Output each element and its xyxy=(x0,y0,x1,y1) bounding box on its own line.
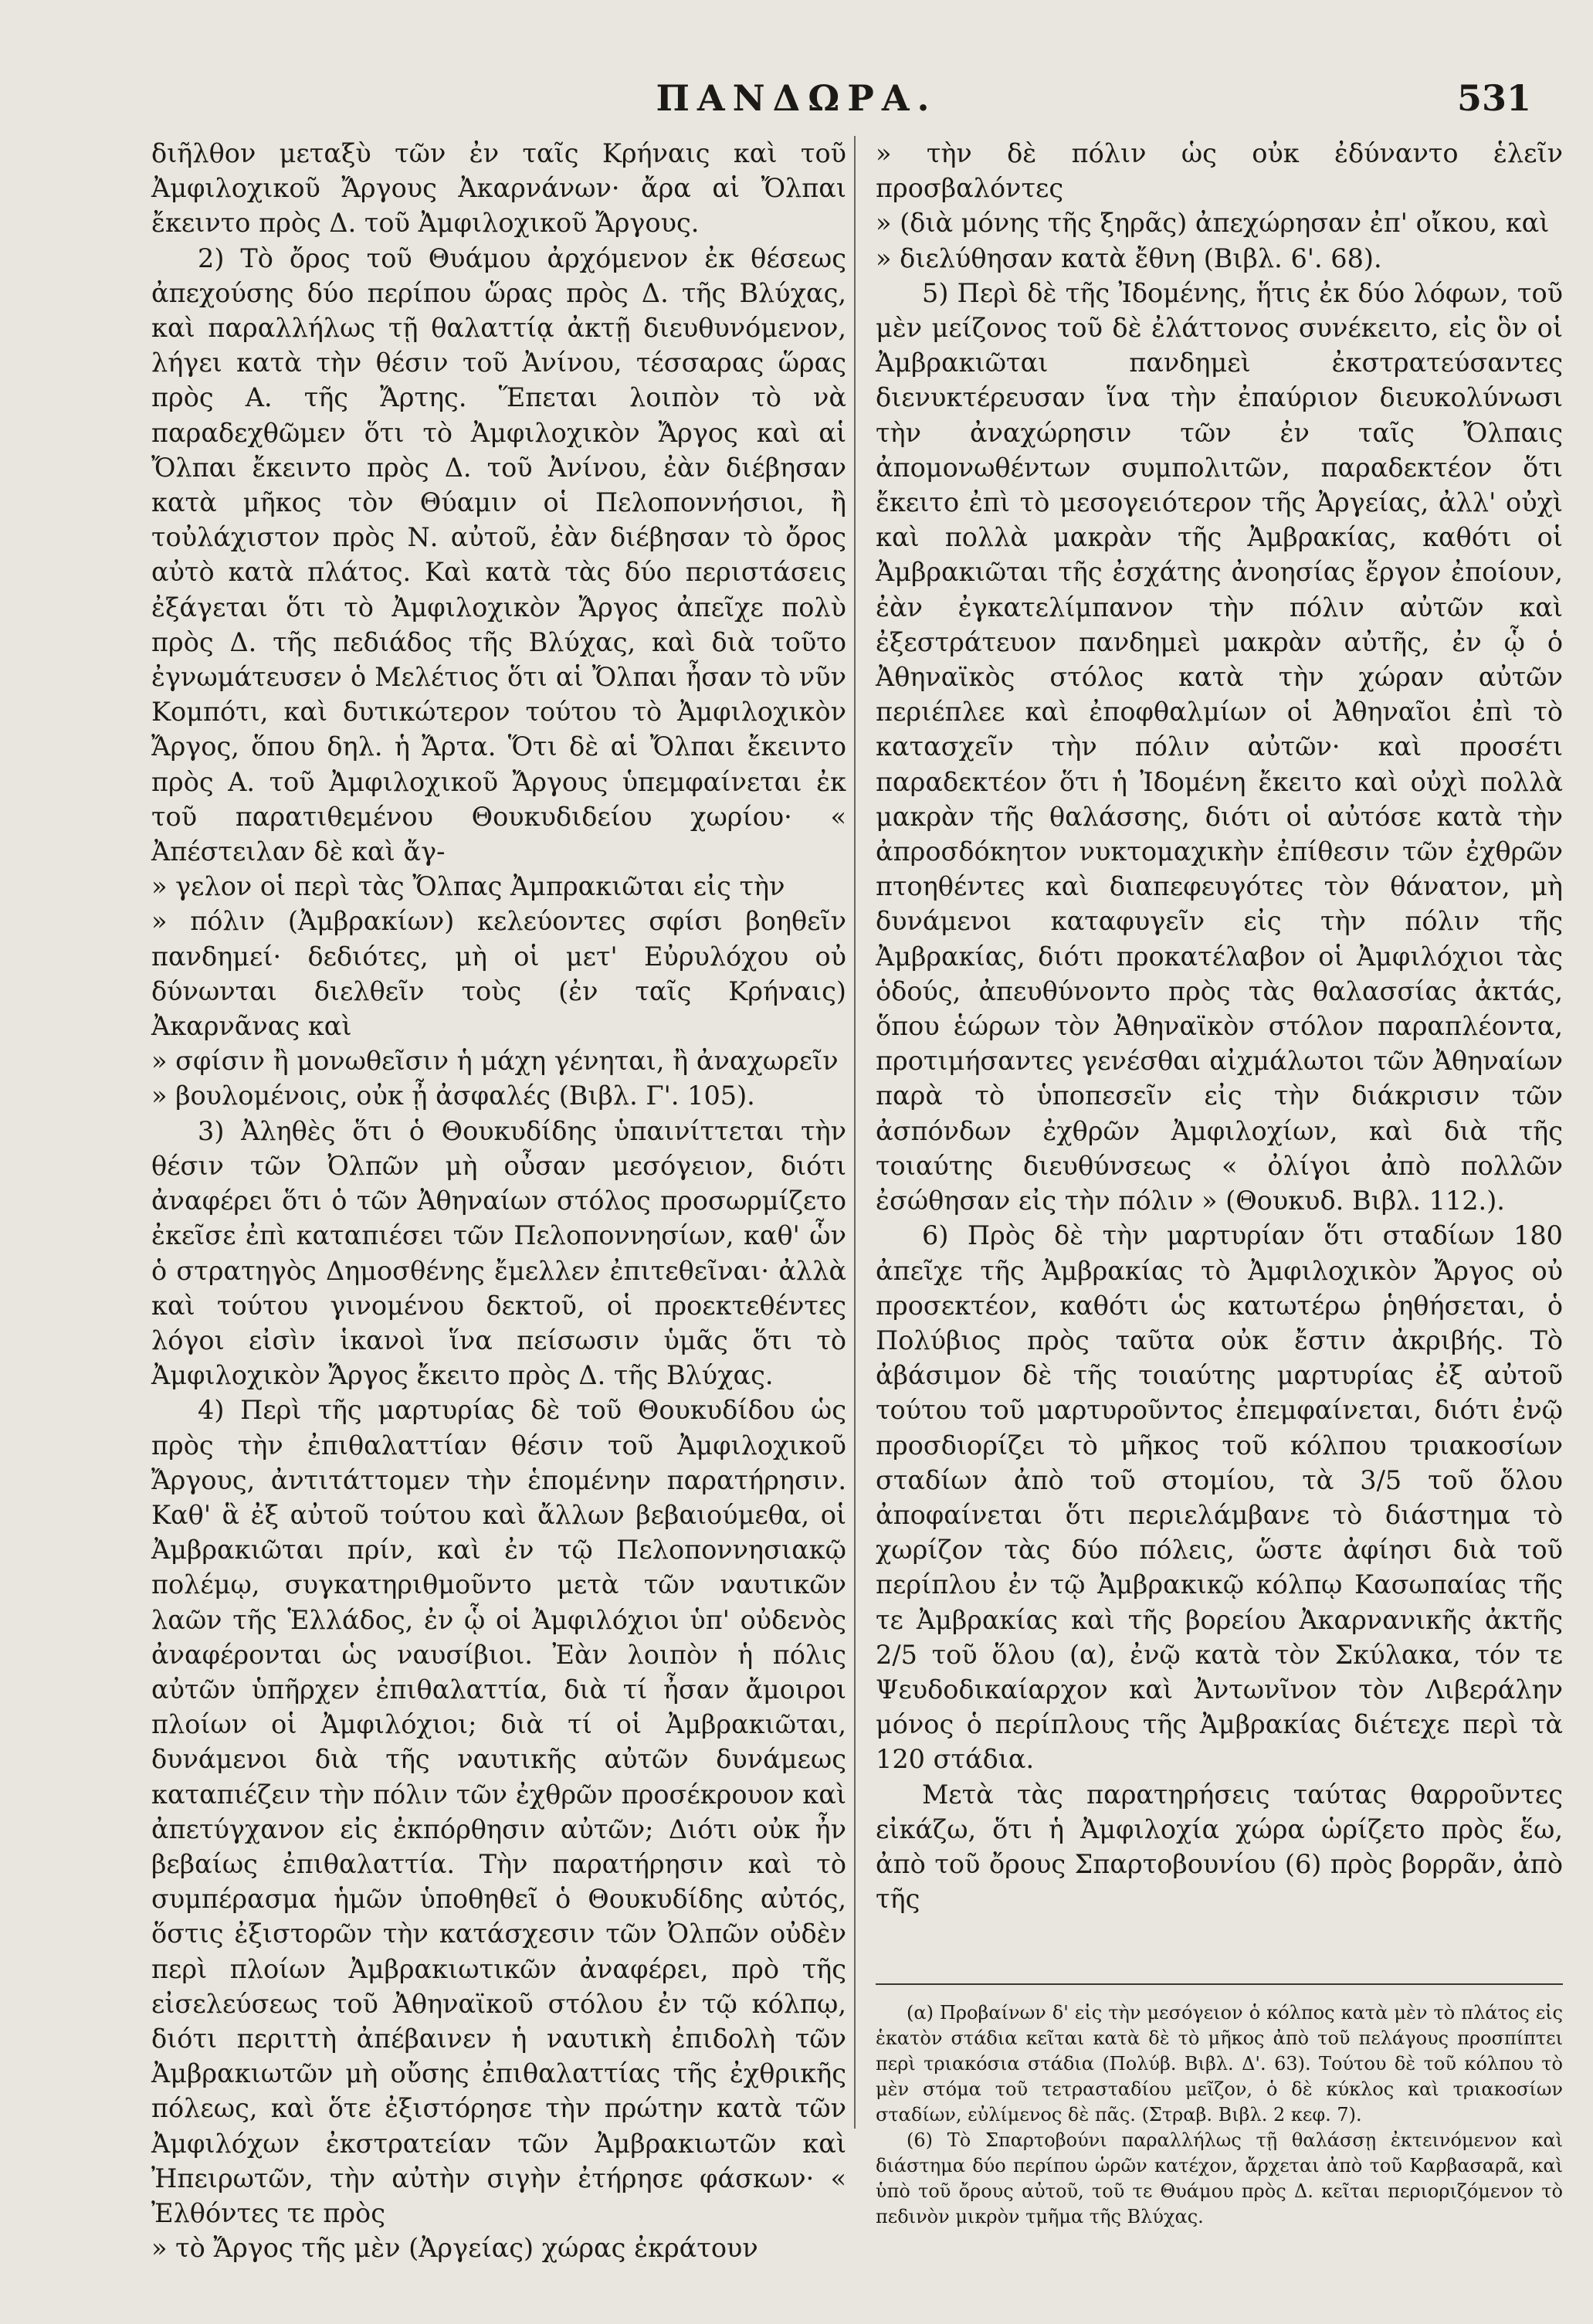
journal-title: ΠΑΝΔΩΡΑ. xyxy=(656,77,937,119)
paragraph: 6) Πρὸς δὲ τὴν μαρτυρίαν ὅτι σταδίων 180 ἀπεῖχε τῆς Ἀμβρακίας τὸ Ἀμφιλοχικὸν Ἄργος οὐ προσεκτέον, καθότι ὡς κατωτέρω ῥηθήσεται, ὁ Πολύβιος πρὸς ταῦτα οὐκ ἔστιν ἀκριβής. Τὸ ἀβάσιμον δὲ τῆς τοιαύτης μαρτυρίας ἐξ αὐτοῦ τούτου τοῦ μαρτυροῦντος ἐπεμφαίνεται, διότι ἐνῷ προσδιορίζει τὸ μῆκος τοῦ κόλπου τριακοσίων σταδίων ἀπὸ τοῦ στομίου, τὰ 3/5 τοῦ ὅλου ἀποφαίνεται ὅτι περιελάμβανε τὸ διάστημα τὸ χωρίζον τὰς δύο πόλεις, ὥστε ἀφίησι διὰ τοῦ περίπλου ἐν τῷ Ἀμβρακικῷ κόλπῳ Κασωπαίας τῆς τε Ἀμβρακίας καὶ τῆς βορείου Ἀκαρνανικῆς ἀκτῆς 2/5 τοῦ ὅλου (α), ἐνῷ κατὰ τὸν Σκύλακα, τόν τε Ψευδοδικαίαρχον καὶ Ἀντωνῖνον τὸν Λιβεράλην μόνος ὁ περίπλους τῆς Ἀμβρακίας διέτεχε περὶ τὰ 120 στάδια. xyxy=(876,1220,1563,1775)
paragraph: 2) Τὸ ὄρος τοῦ Θυάμου ἀρχόμενον ἐκ θέσεως ἀπεχούσης δύο περίπου ὥρας πρὸς Δ. τῆς Βλύχας, καὶ παραλλήλως τῇ θαλαττίᾳ ἀκτῇ διευθυνόμενον, λήγει κατὰ τὴν θέσιν τοῦ Ἀνίνου, τέσσαρας ὥρας πρὸς Α. τῆς Ἄρτης. Ἕπεται λοιπὸν τὸ νὰ παραδεχθῶμεν ὅτι τὸ Ἀμφιλοχικὸν Ἄργος καὶ αἱ Ὄλπαι ἔκειντο πρὸς Δ. τοῦ Ἀνίνου, ἐὰν διέβησαν κατὰ μῆκος τὸν Θύαμιν οἱ Πελοποννήσιοι, ἢ τοὐλάχιστον πρὸς Ν. αὐτοῦ, ἐὰν διέβησαν τὸ ὄρος αὐτὸ κατὰ πλάτος. Καὶ κατὰ τὰς δύο περιστάσεις ἐξάγεται ὅτι τὸ Ἀμφιλοχικὸν Ἄργος ἀπεῖχε πολὺ πρὸς Δ. τῆς πεδιάδος τῆς Βλύχας, καὶ διὰ τοῦτο ἐγνωμάτευσεν ὁ Μελέτιος ὅτι αἱ Ὄλπαι ἦσαν τὸ νῦν Κομπότι, καὶ δυτικώτερον τούτου τὸ Ἀμφιλοχικὸν Ἄργος, ὅπου δηλ. ἡ Ἄρτα. Ὅτι δὲ αἱ Ὄλπαι ἔκειντο πρὸς Α. τοῦ Ἀμφιλοχικοῦ Ἄργους ὑπεμφαίνεται ἐκ τοῦ παρατιθεμένου Θουκυδιδείου χωρίου· « Ἀπέστειλαν δὲ καὶ ἄγ- xyxy=(151,243,846,867)
column-divider xyxy=(854,136,856,2129)
paragraph: διῆλθον μεταξὺ τῶν ἐν ταῖς Κρήναις καὶ τοῦ Ἀμφιλοχικοῦ Ἄργους Ἀκαρνάνων· ἄρα αἱ Ὄλπαι ἔκειντο πρὸς Δ. τοῦ Ἀμφιλοχικοῦ Ἄργους. xyxy=(151,138,846,239)
quotation-line: » βουλομένοις, οὐκ ᾖ ἀσφαλές (Βιβλ. Γ'. 105). xyxy=(151,1081,755,1111)
left-column xyxy=(151,136,846,2265)
paragraph: Μετὰ τὰς παρατηρήσεις ταύτας θαρροῦντες εἰκάζω, ὅτι ἡ Ἀμφιλοχία χώρα ὡρίζετο πρὸς ἕω, ἀπὸ τοῦ ὄρους Σπαρτοβουνίου (6) πρὸς βορρᾶν, ἀπὸ τῆς xyxy=(876,1779,1563,1915)
quotation-line: » πόλιν (Ἀμβρακίων) κελεύοντες σφίσι βοηθεῖν πανδημεί· δεδιότες, μὴ οἱ μετ' Εὐρυλόχου οὐ δύνωνται διελθεῖν τοὺς (ἐν ταῖς Κρήναις) Ἀκαρνᾶνας καὶ xyxy=(151,906,846,1042)
quotation-line: » σφίσιν ἢ μονωθεῖσιν ἡ μάχη γένηται, ἢ ἀναχωρεῖν xyxy=(151,1046,839,1077)
paragraph: 5) Περὶ δὲ τῆς Ἰδομένης, ἥτις ἐκ δύο λόφων, τοῦ μὲν μείζονος τοῦ δὲ ἐλάττονος συνέκειτο, εἰς ὃν οἱ Ἀμβρακιῶται πανδημεὶ ἐκστρατεύσαντες διενυκτέρευσαν ἵνα τὴν ἐπαύριον διευκολύνωσι τὴν ἀναχώρησιν τῶν ἐν ταῖς Ὄλπαις ἀπομονωθέντων συμπολιτῶν, παραδεκτέον ὅτι ἔκειτο ἐπὶ τὸ μεσογειότερον τῆς Ἀργείας, ἀλλ' οὐχὶ καὶ πολλὰ μακρὰν τῆς Ἀμβρακίας, καθότι οἱ Ἀμβρακιῶται τῆς ἐσχάτης ἀνοησίας ἔργον ἐποίουν, ἐὰν ἐγκατελίμπανον τὴν πόλιν αὐτῶν καὶ ἐξεστράτευον πανδημεὶ μακρὰν αὐτῆς, ἐν ᾧ ὁ Ἀθηναϊκὸς στόλος κατὰ τὴν χώραν αὐτῶν περιέπλεε καὶ ἐποφθαλμίων οἱ Ἀθηναῖοι ἐπὶ τὸ κατασχεῖν τὴν πόλιν αὐτῶν· καὶ προσέτι παραδεκτέον ὅτι ἡ Ἰδομένη ἔκειτο καὶ οὐχὶ πολλὰ μακρὰν τῆς θαλάσσης, διότι οἱ αὐτόσε κατὰ τὴν ἀπροσδόκητον νυκτομαχικὴν ἐπίθεσιν τῶν ἐχθρῶν πτοηθέντες καὶ διαπεφευγότες τὸν θάνατον, μὴ δυνάμενοι καταφυγεῖν εἰς τὴν πόλιν τῆς Ἀμβρακίας, διότι προκατέλαβον οἱ Ἀμφιλόχιοι τὰς ὁδούς, ἀπευθύνοντο πρὸς τὰς θαλασσίας ἀκτάς, ὅπου ἑώρων τὸν Ἀθηναϊκὸν στόλον παραπλέοντα, προτιμήσαντες γενέσθαι αἰχμάλωτοι τῶν Ἀθηναίων παρὰ τὸ ὑποπεσεῖν εἰς τὴν διάκρισιν τῶν ἀσπόνδων ἐχθρῶν Ἀμφιλοχίων, καὶ διὰ τῆς τοιαύτης διευθύνσεως « ὀλίγοι ἀπὸ πολλῶν ἐσώθησαν εἰς τὴν πόλιν » (Θουκυδ. Βιβλ. 112.). xyxy=(876,277,1563,1216)
quotation-line: » τὴν δὲ πόλιν ὡς οὐκ ἐδύναντο ἑλεῖν προσβαλόντες xyxy=(876,138,1563,204)
quotation-line: » (διὰ μόνης τῆς ξηρᾶς) ἀπεχώρησαν ἐπ' οἴκου, καὶ xyxy=(876,208,1550,239)
footnote-a: (α) Προβαίνων δ' εἰς τὴν μεσόγειον ὁ κόλπος κατὰ μὲν τὸ πλάτος εἰς ἑκατὸν στάδια κεῖται κατὰ δὲ τὸ μῆκος ἀπὸ τοῦ πελάγους προσπίπτει περὶ τριακόσια στάδια (Πολύβ. Βιβλ. Δ'. 63). Τούτου δὲ τοῦ κόλπου τὸ μὲν στόμα τοῦ τετρασταδίου μεῖζον, ὁ δὲ κύκλος καὶ τριακοσίων σταδίων, εὐλίμενος δὲ πᾶς. (Στραβ. Βιβλ. 2 κεφ. 7). xyxy=(876,2002,1563,2126)
footnotes xyxy=(876,2000,1563,2230)
quotation-line: » γελον οἱ περὶ τὰς Ὄλπας Ἀμπρακιῶται εἰς τὴν xyxy=(151,871,785,902)
right-column xyxy=(876,136,1563,1916)
paragraph: 4) Περὶ τῆς μαρτυρίας δὲ τοῦ Θουκυδίδου ὡς πρὸς τὴν ἐπιθαλαττίαν θέσιν τοῦ Ἀμφιλοχικοῦ Ἄργους, ἀντιτάττομεν τὴν ἑπομένην παρατήρησιν. Καθ' ἃ ἐξ αὐτοῦ τούτου καὶ ἄλλων βεβαιούμεθα, οἱ Ἀμβρακιῶται πρίν, καὶ ἐν τῷ Πελοποννησιακῷ πολέμῳ, συγκατηριθμοῦντο μετὰ τῶν ναυτικῶν λαῶν τῆς Ἑλλάδος, ἐν ᾧ οἱ Ἀμφιλόχιοι ὑπ' οὐδενὸς ἀναφέρονται ὡς ναυσίβιοι. Ἐὰν λοιπὸν ἡ πόλις αὐτῶν ὑπῆρχεν ἐπιθαλαττία, διὰ τί ἦσαν ἄμοιροι πλοίων οἱ Ἀμφιλόχιοι; διὰ τί οἱ Ἀμβρακιῶται, δυνάμενοι διὰ τῆς ναυτικῆς αὐτῶν δυνάμεως καταπιέζειν τὴν πόλιν τῶν ἐχθρῶν προσέκρουον καὶ ἀπετύγχανον εἰς ἐκπόρθησιν αὐτῶν; Διότι οὐκ ἦν βεβαίως ἐπιθαλαττία. Τὴν παρατήρησιν καὶ τὸ συμπέρασμα ἡμῶν ὑποθηθεῖ ὁ Θουκυδίδης αὐτός, ὅστις ἐξιστορῶν τὴν κατάσχεσιν τῶν Ὀλπῶν οὐδὲν περὶ πλοίων Ἀμβρακιωτικῶν ἀναφέρει, πρὸ τῆς εἰσελεύσεως τοῦ Ἀθηναϊκοῦ στόλου ἐν τῷ κόλπῳ, διότι περιττὴ ἀπέβαινεν ἡ ναυτικὴ ἐπιδολὴ τῶν Ἀμβρακιωτῶν μὴ οὔσης ἐπιθαλαττίας τῆς ἐχθρικῆς πόλεως, καὶ ὅτε ἐξιστόρησε τὴν πρώτην κατὰ τῶν Ἀμφιλόχων ἐκστρατείαν τῶν Ἀμβρακιωτῶν καὶ Ἠπειρωτῶν, τὴν αὐτὴν σιγὴν ἐτήρησε φάσκων· « Ἐλθόντες τε πρὸς xyxy=(151,1395,846,2228)
footnote-rule xyxy=(876,1983,1563,1985)
page-number: 531 xyxy=(1456,77,1531,119)
page-header xyxy=(0,77,1593,131)
footnote-b: (6) Τὸ Σπαρτοβούνι παραλλήλως τῇ θαλάσσῃ ἐκτεινόμενον καὶ διάστημα δύο περίπου ὡρῶν κατέχον, ἄρχεται ἀπὸ τοῦ Καρβασαρᾶ, καὶ ὑπὸ τοῦ ὄρους αὐτοῦ, τοῦ τε Θυάμου πρὸς Δ. κεῖται περιοριζόμενον τὸ πεδινὸν μικρὸν τμῆμα τῆς Βλύχας. xyxy=(876,2129,1563,2227)
paragraph: 3) Ἀληθὲς ὅτι ὁ Θουκυδίδης ὑπαινίττεται τὴν θέσιν τῶν Ὀλπῶν μὴ οὖσαν μεσόγειον, διότι ἀναφέρει ὅτι ὁ τῶν Ἀθηναίων στόλος προσωρμίζετο ἐκεῖσε ἐπὶ καταπιέσει τῶν Πελοποννησίων, καθ' ὧν ὁ στρατηγὸς Δημοσθένης ἔμελλεν ἐπιτεθεῖναι· ἀλλὰ καὶ τούτου γινομένου δεκτοῦ, οἱ προεκτεθέντες λόγοι εἰσὶν ἱκανοὶ ἵνα πείσωσιν ὑμᾶς ὅτι τὸ Ἀμφιλοχικὸν Ἄργος ἔκειτο πρὸς Δ. τῆς Βλύχας. xyxy=(151,1115,846,1391)
quotation-line: » διελύθησαν κατὰ ἔθνη (Βιβλ. 6'. 68). xyxy=(876,243,1382,273)
quotation-line: » τὸ Ἄργος τῆς μὲν (Ἀργείας) χώρας ἐκράτουν xyxy=(151,2233,758,2264)
